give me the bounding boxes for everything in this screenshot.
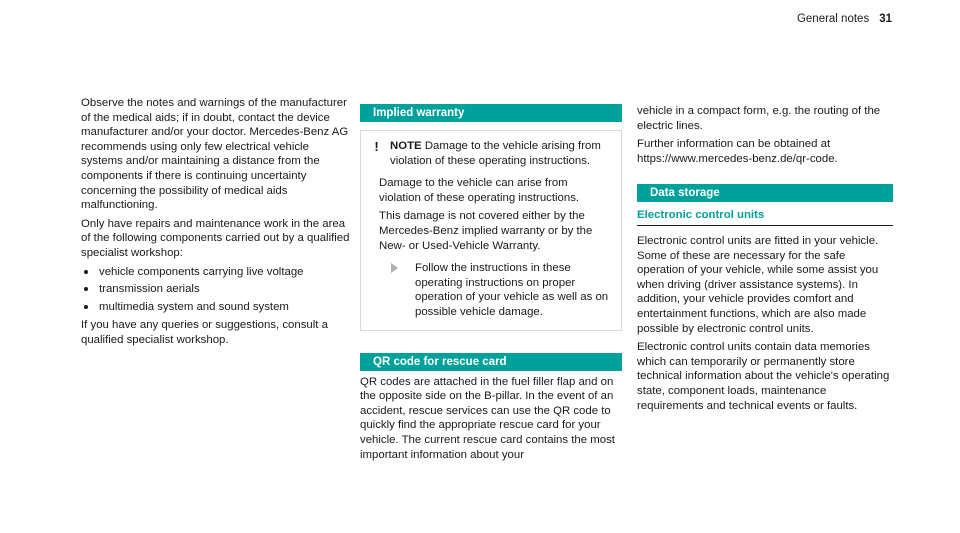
warranty-paragraph: Damage to the vehicle can arise from violation of these operating instructions. xyxy=(379,177,580,204)
note-label: NOTE xyxy=(390,140,422,152)
arrow-right-icon xyxy=(391,263,405,273)
note-box xyxy=(360,130,622,331)
section-heading-data: Data storage xyxy=(637,184,893,202)
instruction-text: Follow the instructions in these operating instructions on proper operation of your vehicle as well as on possible vehicle damage. xyxy=(415,262,609,318)
note-content xyxy=(390,139,611,168)
page-header xyxy=(797,12,892,27)
instruction-step xyxy=(371,261,611,319)
page-number: 31 xyxy=(879,13,892,25)
list-item: transmission aerials xyxy=(81,282,351,297)
exclamation-icon: ! xyxy=(374,139,379,154)
column-right xyxy=(637,104,893,417)
note-body xyxy=(371,176,611,253)
paragraph-ecu: Electronic control units are fitted in your vehicle. Some of these are necessary for the safe operation of your vehicle, while some assist you when driving (driver assistance systems). In addition, your vehicle provides comfort and entertainment functions, which are also made possible by electronic control units. xyxy=(637,234,879,335)
paragraph-continued: vehicle in a compact form, e.g. the routing of the electric lines. xyxy=(637,105,881,132)
paragraph-queries: If you have any queries or suggestions, consult a qualified specialist workshop. xyxy=(81,319,328,346)
section-title: General notes xyxy=(796,13,870,25)
column-middle xyxy=(360,104,622,466)
paragraph-more-info: Further information can be obtained at https://www.mercedes-benz.de/qr-code. xyxy=(637,138,838,165)
paragraph-repairs: Only have repairs and maintenance work in the area of the following components carried out by a qualified specialist workshop: xyxy=(81,217,350,259)
list-item: vehicle components carrying live voltage xyxy=(81,265,351,280)
subheading-ecu: Electronic control units xyxy=(637,208,893,226)
paragraph-ecu-memory: Electronic control units contain data memories which can temporarily or permanently store technical information about the vehicle's operating state, component loads, maintenance requirements and technical events or faults. xyxy=(637,341,890,412)
section-heading-warranty: Implied warranty xyxy=(360,104,622,122)
component-list xyxy=(81,265,351,315)
note-header xyxy=(371,139,611,168)
warranty-paragraph: This damage is not covered either by the Mercedes-Benz implied warranty or by the New- or Used-Vehicle Warranty. xyxy=(379,210,593,252)
note-text: Damage to the vehicle arising from violation of these operating instructions. xyxy=(390,140,601,167)
column-left xyxy=(81,96,351,352)
section-heading-qr: QR code for rescue card xyxy=(360,353,622,371)
paragraph-medical-aids: Observe the notes and warnings of the manufacturer of the medical aids; if in doubt, contact the device manufacturer and/or your doctor. Mercedes-Benz AG recommends using only few electrical vehicle systems and/or maintaining a distance from the components if there is continuing uncertainty concerning the possibility of medical aids malfunctioning. xyxy=(81,97,349,212)
list-item: multimedia system and sound system xyxy=(81,300,351,315)
paragraph-qr: QR codes are attached in the fuel filler flap and on the opposite side on the B-pillar. In the event of an accident, rescue services can use the QR code to quickly find the appropriate rescue card for your vehicle. The current rescue card contains the most important information about your xyxy=(360,375,615,461)
